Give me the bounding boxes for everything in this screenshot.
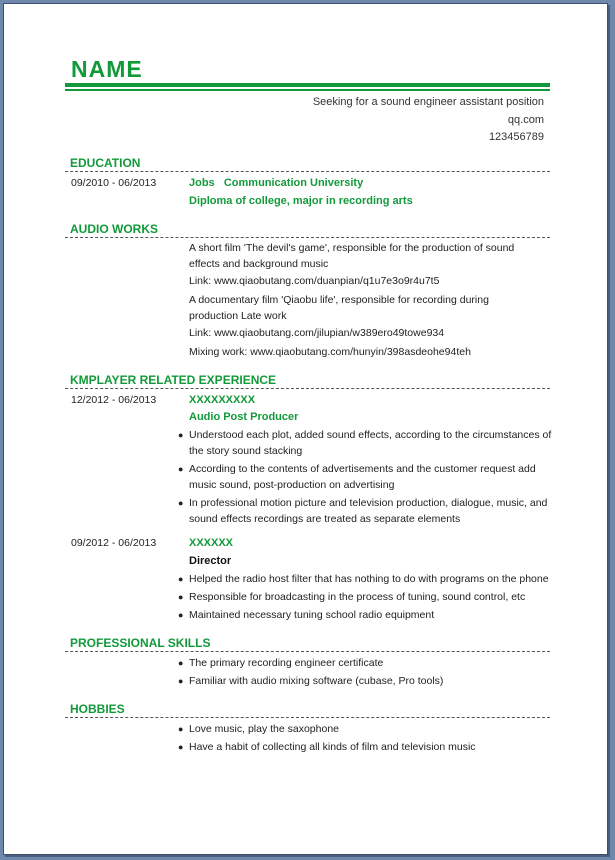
resume-page xyxy=(3,3,608,855)
name-underline-thick xyxy=(65,83,550,87)
experience-title: KMPLAYER RELATED EXPERIENCE xyxy=(70,373,277,387)
audio-works-line: A short film 'The devil's game', responsible for the production of sound xyxy=(189,242,515,254)
skills-title: PROFESSIONAL SKILLS xyxy=(70,636,211,650)
bullet-icon: ● xyxy=(178,676,184,686)
bullet-icon: ● xyxy=(178,658,184,668)
skill-line: The primary recording engineer certificate xyxy=(189,657,384,669)
skill-line: Familiar with audio mixing software (cubase, Pro tools) xyxy=(189,675,444,687)
audio-works-link: Link: www.qiaobutang.com/duanpian/q1u7e3o9r4u7t5 xyxy=(189,275,440,287)
job-date: 12/2012 - 06/2013 xyxy=(71,394,157,406)
job-role: Director xyxy=(189,555,232,567)
bullet-icon: ● xyxy=(178,610,184,620)
experience-divider xyxy=(65,388,550,389)
hobbies-title: HOBBIES xyxy=(70,702,125,716)
job-role: Audio Post Producer xyxy=(189,411,299,423)
audio-works-divider xyxy=(65,237,550,238)
bullet-icon: ● xyxy=(178,724,184,734)
job-duty-line: Understood each plot, added sound effects, according to the circumstances of xyxy=(189,429,552,441)
hobbies-divider xyxy=(65,717,550,718)
hobby-line: Have a habit of collecting all kinds of film and television music xyxy=(189,741,476,753)
education-divider xyxy=(65,171,550,172)
audio-works-line: effects and background music xyxy=(189,258,329,270)
candidate-name: NAME xyxy=(71,56,143,82)
bullet-icon: ● xyxy=(178,592,184,602)
audio-works-link: Mixing work: www.qiaobutang.com/hunyin/398asdeohe94teh xyxy=(189,346,471,358)
job-duty-line: music sound, post-production on advertising xyxy=(189,479,395,491)
job-duty-line: Maintained necessary tuning school radio equipment xyxy=(189,609,435,621)
audio-works-line: A documentary film 'Qiaobu life', responsible for recording during xyxy=(189,294,489,306)
job-duty-line: sound effects recordings are treated as separate elements xyxy=(189,513,461,525)
email-text: qq.com xyxy=(507,114,544,126)
education-title: EDUCATION xyxy=(70,156,141,170)
bullet-icon: ● xyxy=(178,430,184,440)
job-duty-line: According to the contents of advertisements and the customer request add xyxy=(189,463,536,475)
skills-divider xyxy=(65,651,550,652)
bullet-icon: ● xyxy=(178,574,184,584)
audio-works-link: Link: www.qiaobutang.com/jilupian/w389ero49towe934 xyxy=(189,327,445,339)
job-duty-line: Helped the radio host filter that has nothing to do with programs on the phone xyxy=(189,573,549,585)
bullet-icon: ● xyxy=(178,498,184,508)
job-duty-line: the story sound stacking xyxy=(189,445,303,457)
job-date: 09/2012 - 06/2013 xyxy=(71,537,157,549)
audio-works-line: production Late work xyxy=(189,310,287,322)
job-company: XXXXXX xyxy=(189,537,234,549)
audio-works-title: AUDIO WORKS xyxy=(70,222,158,236)
job-duty-line: In professional motion picture and television production, dialogue, music, and xyxy=(189,497,548,509)
bullet-icon: ● xyxy=(178,742,184,752)
objective-text: Seeking for a sound engineer assistant position xyxy=(312,96,544,108)
name-underline-thin xyxy=(65,89,550,91)
phone-text: 123456789 xyxy=(488,131,544,143)
education-date: 09/2010 - 06/2013 xyxy=(71,177,157,189)
education-school: Jobs Communication University xyxy=(189,177,364,189)
job-duty-line: Responsible for broadcasting in the process of tuning, sound control, etc xyxy=(189,591,526,603)
job-company: XXXXXXXXX xyxy=(189,394,256,406)
hobby-line: Love music, play the saxophone xyxy=(189,723,340,735)
education-diploma: Diploma of college, major in recording arts xyxy=(189,195,413,207)
bullet-icon: ● xyxy=(178,464,184,474)
